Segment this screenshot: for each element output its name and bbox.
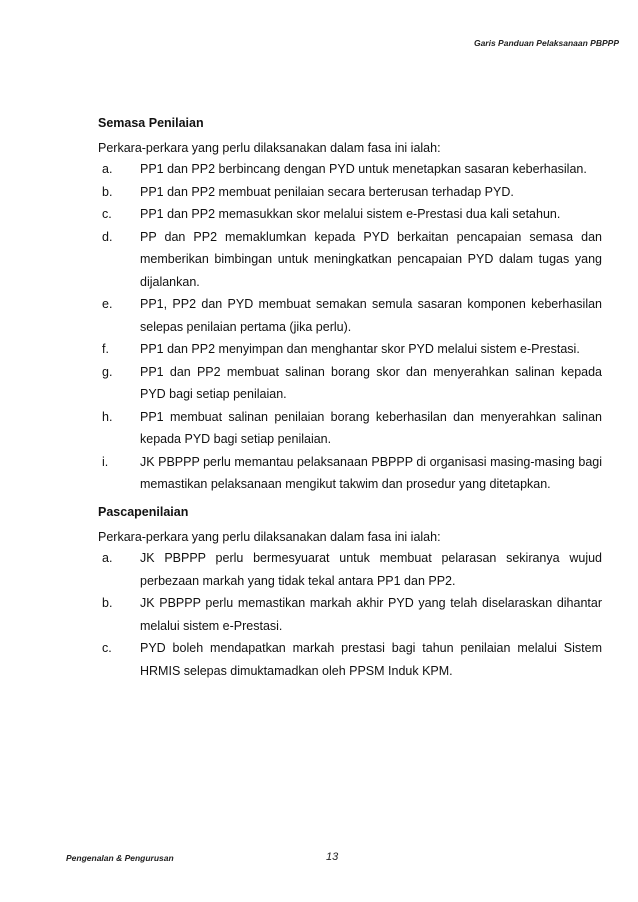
item-label: g. bbox=[102, 364, 113, 379]
list-item bbox=[98, 592, 602, 637]
item-text: PP1 membuat salinan penilaian borang keberhasilan dan menyerahkan salinan kepada PYD bagi setiap penilaian. bbox=[140, 409, 602, 446]
item-label: f. bbox=[102, 342, 109, 356]
section-title: Pascapenilaian bbox=[98, 505, 189, 519]
list-item bbox=[98, 361, 602, 406]
running-header: Garis Panduan Pelaksanaan PBPPP bbox=[473, 38, 619, 48]
item-label: a. bbox=[102, 551, 113, 565]
item-text: PP1, PP2 dan PYD membuat semakan semula sasaran komponen keberhasilan selepas penilaian pertama (jika perlu). bbox=[140, 297, 602, 334]
item-label: e. bbox=[102, 297, 113, 311]
page-number: 13 bbox=[326, 851, 339, 863]
item-text: PP1 dan PP2 membuat salinan borang skor dan menyerahkan salinan kepada PYD bagi setiap penilaian. bbox=[140, 364, 602, 401]
list-item bbox=[98, 406, 602, 451]
running-footer: Pengenalan & Pengurusan bbox=[66, 853, 174, 863]
item-text: JK PBPPP perlu memastikan markah akhir PYD yang telah diselaraskan dihantar melalui sistem e-Prestasi. bbox=[140, 596, 602, 633]
item-label: d. bbox=[102, 229, 113, 244]
item-list bbox=[98, 158, 602, 496]
section-semasa-penilaian bbox=[98, 113, 602, 496]
list-item bbox=[98, 203, 602, 226]
item-text: JK PBPPP perlu memantau pelaksanaan PBPPP di organisasi masing-masing bagi memastikan pelaksanaan mengikut takwim dan prosedur yang ditetapkan. bbox=[140, 454, 602, 491]
item-label: i. bbox=[102, 454, 109, 469]
item-label: c. bbox=[102, 641, 112, 655]
list-item bbox=[98, 181, 602, 204]
item-text: PP1 dan PP2 memasukkan skor melalui sistem e-Prestasi dua kali setahun. bbox=[140, 207, 561, 221]
item-label: a. bbox=[102, 162, 113, 176]
item-text: PP1 dan PP2 berbincang dengan PYD untuk menetapkan sasaran keberhasilan. bbox=[140, 162, 587, 176]
item-label: b. bbox=[102, 184, 113, 199]
item-label: c. bbox=[102, 207, 112, 221]
list-item bbox=[98, 547, 602, 592]
item-text: PP1 dan PP2 membuat penilaian secara berterusan terhadap PYD. bbox=[140, 184, 514, 199]
item-label: h. bbox=[102, 409, 113, 424]
section-title: Semasa Penilaian bbox=[98, 116, 204, 130]
list-item bbox=[98, 293, 602, 338]
list-item bbox=[98, 637, 602, 682]
list-item bbox=[98, 451, 602, 496]
item-text: PP dan PP2 memaklumkan kepada PYD berkaitan pencapaian semasa dan memberikan bimbingan untuk meningkatkan pencapaian PYD dalam tugas yang dijalankan. bbox=[140, 229, 602, 289]
item-text: JK PBPPP perlu bermesyuarat untuk membuat pelarasan sekiranya wujud perbezaan markah yang tidak tekal antara PP1 dan PP2. bbox=[140, 551, 602, 588]
item-text: PP1 dan PP2 menyimpan dan menghantar skor PYD melalui sistem e-Prestasi. bbox=[140, 342, 580, 356]
item-list bbox=[98, 547, 602, 682]
list-item bbox=[98, 338, 602, 361]
item-label: b. bbox=[102, 596, 113, 610]
item-text: PYD boleh mendapatkan markah prestasi bagi tahun penilaian melalui Sistem HRMIS selepas dimuktamadkan oleh PPSM Induk KPM. bbox=[140, 641, 602, 678]
section-intro: Perkara-perkara yang perlu dilaksanakan dalam fasa ini ialah: bbox=[98, 141, 441, 155]
section-pascapenilaian bbox=[98, 502, 602, 682]
list-item bbox=[98, 226, 602, 294]
section-intro: Perkara-perkara yang perlu dilaksanakan dalam fasa ini ialah: bbox=[98, 530, 441, 544]
list-item bbox=[98, 158, 602, 181]
